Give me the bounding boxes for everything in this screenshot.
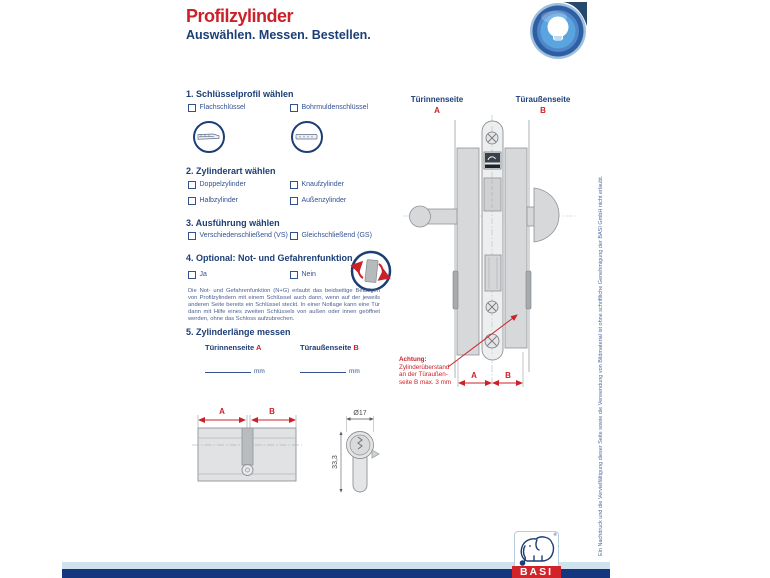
- step2-heading: 2. Zylinderart wählen: [186, 166, 276, 176]
- basi-elephant-icon: [515, 532, 558, 570]
- checkbox-halbzylinder[interactable]: Halbzylinder: [188, 197, 238, 205]
- copyright-vertical-note: Ein Nachdruck und die Vervielfältigung dieser Seite sowie die Verwendung von Bildmaterial ist ohne schriftliche Genehmigung der BASI GmbH nicht erlaubt.: [598, 175, 604, 556]
- step1-heading: 1. Schlüsselprofil wählen: [186, 89, 294, 99]
- cyl-diameter-label: Ø17: [353, 410, 367, 417]
- cylinder-overhang-warning: Achtung: Zylinderüberstand an der Türaußen- seite B max. 3 mm: [399, 356, 452, 386]
- checkbox-icon[interactable]: [188, 181, 196, 189]
- checkbox-icon[interactable]: [188, 232, 196, 240]
- checkbox-bohrmuldenschluessel[interactable]: Bohrmuldenschlüssel: [290, 104, 368, 112]
- checkbox-aussenzylinder[interactable]: Außenzylinder: [290, 197, 346, 205]
- page-title: Profilzylinder: [186, 6, 294, 26]
- checkbox-icon[interactable]: [188, 197, 196, 205]
- basi-logo: [514, 531, 559, 571]
- checkbox-icon[interactable]: [290, 181, 298, 189]
- lock-dim-a-label: A: [471, 371, 477, 380]
- step5-heading: 5. Zylinderlänge messen: [186, 327, 291, 337]
- emergency-function-note: Die Not- und Gefahrenfunktion (N+G) erlaubt das beidseitige Betätigen von Profilzylindern mit einem Schlüssel auch dann, wenn auf der jeweils anderen Seite bereits ein Schlüssel steckt. In einer Notlage kann eine Tür dann mit Hilfe eines zweiten Schlüssels von außen oder innen geöffnet werden, ohne das Schloss aufzubrechen.: [188, 288, 380, 322]
- length-field-inner: mm: [205, 360, 265, 378]
- outer-side-letter: B: [540, 106, 546, 115]
- cyl-dim-b-label: B: [269, 407, 275, 416]
- checkbox-icon[interactable]: [290, 197, 298, 205]
- length-label-inner: Türinnenseite A: [205, 343, 262, 352]
- checkbox-icon[interactable]: [290, 104, 298, 112]
- checkbox-gleichschliessend[interactable]: Gleichschließend (GS): [290, 232, 372, 240]
- inner-side-letter: A: [434, 106, 440, 115]
- checkbox-knaufzylinder[interactable]: Knaufzylinder: [290, 181, 344, 189]
- length-input-b[interactable]: [300, 364, 346, 373]
- length-label-outer: Türaußenseite B: [300, 343, 359, 352]
- dimple-key-profile-icon: [290, 120, 324, 159]
- checkbox-doppelzylinder[interactable]: Doppelzylinder: [188, 181, 246, 189]
- checkbox-icon[interactable]: [290, 232, 298, 240]
- length-field-outer: mm: [300, 360, 360, 378]
- checkbox-icon[interactable]: [188, 271, 196, 279]
- step4-heading: 4. Optional: Not- und Gefahrenfunktion: [186, 253, 353, 263]
- inner-side-label: Türinnenseite: [410, 95, 464, 104]
- letter-b: B: [353, 343, 359, 352]
- cylinder-measure-drawing: [190, 402, 400, 510]
- cyl-height-label: 33,3: [332, 455, 339, 469]
- flat-key-profile-icon: [192, 120, 226, 159]
- checkbox-flachschluessel[interactable]: Flachschlüssel: [188, 104, 245, 112]
- length-input-a[interactable]: [205, 364, 251, 373]
- cyl-dim-a-label: A: [219, 407, 225, 416]
- outer-side-label: Türaußenseite: [515, 95, 571, 104]
- checkbox-nein[interactable]: Nein: [290, 271, 316, 279]
- checkbox-ja[interactable]: Ja: [188, 271, 207, 279]
- basi-wordmark: BASI: [512, 566, 561, 578]
- lock-dim-b-label: B: [505, 371, 511, 380]
- step3-heading: 3. Ausführung wählen: [186, 218, 280, 228]
- lightbulb-icon: [529, 2, 587, 65]
- letter-a: A: [256, 343, 262, 352]
- registered-mark: ®: [553, 532, 557, 537]
- page-subtitle: Auswählen. Messen. Bestellen.: [186, 28, 371, 42]
- faceplate-brand-plate: [484, 152, 501, 169]
- checkbox-icon[interactable]: [188, 104, 196, 112]
- checkbox-icon[interactable]: [290, 271, 298, 279]
- checkbox-verschiedenschliessend[interactable]: Verschiedenschließend (VS): [188, 232, 288, 240]
